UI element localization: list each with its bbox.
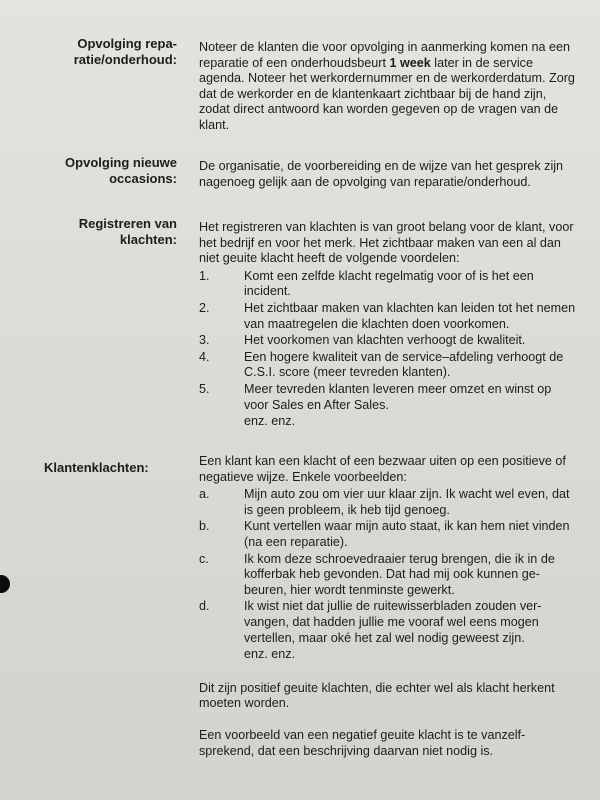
list-item: [199, 333, 579, 349]
text-part: Noteer de klanten die voor opvolging in aanmerking komen na een reparatie of een onderhoudsbeurt: [199, 40, 571, 70]
list-item: [199, 269, 579, 300]
list-text: Het voorkomen van klachten verhoogt de kwaliteit.: [244, 333, 526, 348]
section-intro: Het registreren van klachten is van groot belang voor de klant, voor het bedrijf en voor het merk. Het zichtbaar maken van een al dan niet geuite klacht heeft de volgende voordelen:: [199, 220, 574, 266]
section-label: Opvolging nieuwe occasions:: [65, 155, 177, 186]
list-text: Meer tevreden klanten leveren meer omzet en winst op voor Sales en After Sales.: [244, 381, 552, 412]
section-body: [199, 220, 579, 430]
list-item: [199, 519, 579, 550]
section-intro: Een klant kan een klacht of een bezwaar uiten op een positieve of negatieve wijze. Enkele voorbeelden:: [199, 454, 566, 484]
list-marker: 5.: [199, 381, 210, 396]
list-item: [199, 382, 579, 413]
list-text: Ik kom deze schroevedraaier terug brengen, die ik in de kofferbak heb gevonden. Dat had mij ook kunnen ge-beuren, hier wordt tenminste gewerkt.: [244, 551, 555, 597]
list-marker: 4.: [199, 349, 210, 364]
list-text: Komt een zelfde klacht regelmatig voor of is het een incident.: [244, 268, 534, 299]
advantages-list: [199, 269, 579, 413]
list-marker: d.: [199, 599, 210, 614]
list-text: Mijn auto zou om vier uur klaar zijn. Ik wacht wel even, dat is geen probleem, ik heb tijd genoeg.: [244, 487, 570, 517]
punch-hole: [0, 575, 10, 593]
list-item: [199, 552, 579, 599]
section-label: Klantenklachten:: [44, 460, 149, 475]
section-paragraph: Dit zijn positief geuite klachten, die echter wel als klacht herkent moeten worden.: [199, 680, 555, 711]
list-item: [199, 350, 579, 381]
section-body: [199, 159, 579, 190]
list-tail: enz. enz.: [244, 647, 296, 662]
list-item: [199, 487, 579, 518]
text-part: later in de service agenda. Noteer het werkordernummer en de werkorderdatum. Zorg dat de werkorder en de klantenkaart zichtbaar bij de hand zijn, zodat direct antwoord kan worden gegeven op de vragen van de klant.: [199, 55, 575, 132]
list-text: Een hogere kwaliteit van de service–afdeling verhoogt de C.S.I. score (meer tevreden klanten).: [244, 349, 564, 380]
list-marker: 1.: [199, 268, 210, 283]
section-paragraph: Een voorbeeld van een negatief geuite klacht is te vanzelf-sprekend, dat een beschrijving daarvan niet nodig is.: [199, 727, 526, 758]
list-marker: 3.: [199, 333, 210, 348]
list-text: Kunt vertellen waar mijn auto staat, ik kan hem niet vinden (na een reparatie).: [244, 519, 570, 549]
list-marker: a.: [199, 487, 210, 502]
list-item: [199, 599, 579, 646]
section-body: [199, 40, 579, 134]
section-label: Opvolging repa- ratie/onderhoud:: [73, 36, 177, 67]
list-text: Het zichtbaar maken van klachten kan leiden tot het nemen van maatregelen die klachten doen voorkomen.: [244, 300, 576, 331]
examples-list: [199, 487, 579, 646]
list-text: Ik wist niet dat jullie de ruitewisserbladen zouden ver-vangen, dat hadden jullie me vooraf wel eens mogen vertellen, maar oké het zal wel nodig geweest zijn.: [244, 599, 542, 645]
list-tail: enz. enz.: [244, 414, 296, 429]
list-marker: 2.: [199, 300, 210, 315]
section-body: [199, 454, 579, 759]
emphasis: 1 week: [389, 55, 431, 70]
list-item: [199, 301, 579, 332]
list-marker: b.: [199, 519, 210, 534]
section-text: De organisatie, de voorbereiding en de wijze van het gesprek zijn nagenoeg gelijk aan de opvolging van reparatie/onderhoud.: [199, 159, 564, 189]
section-label: Registreren van klachten:: [78, 216, 177, 247]
list-marker: c.: [199, 551, 209, 566]
section-text: [199, 40, 579, 134]
